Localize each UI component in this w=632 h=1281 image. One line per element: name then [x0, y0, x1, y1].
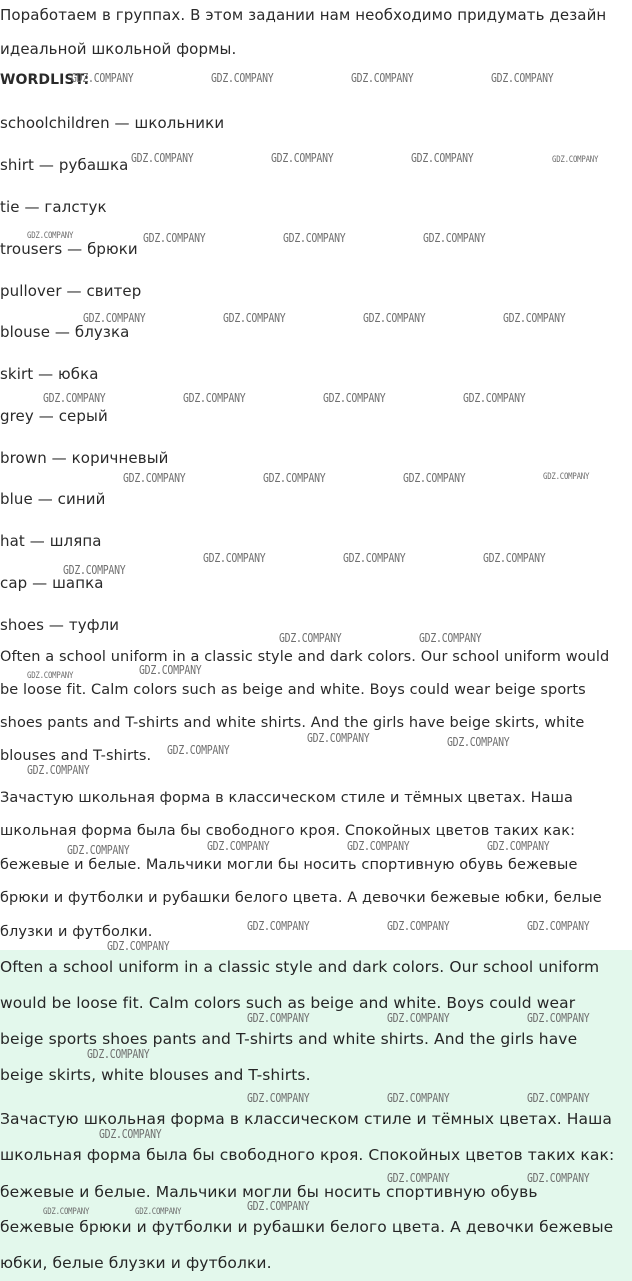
watermark: GDZ.COMPANY: [43, 1207, 90, 1217]
highlighted-answer-block: [0, 950, 632, 1281]
word-item: schoolchildren — школьники: [0, 114, 225, 132]
word-item: brown — коричневый: [0, 449, 169, 467]
word-item: trousers — брюки: [0, 240, 138, 258]
word-item: grey — серый: [0, 407, 108, 425]
english-text-line: be loose fit. Calm colors such as beige and white. Boys could wear beige sports: [0, 682, 586, 698]
intro-line: идеальной школьной формы.: [0, 40, 237, 58]
russian-text-line: блузки и футболки.: [0, 924, 153, 940]
english-text-line: blouses and T-shirts.: [0, 748, 152, 764]
watermark: GDZ.COMPANY: [363, 311, 426, 325]
answer-english-line: beige skirts, white blouses and T-shirts.: [0, 1066, 311, 1084]
english-text-line: Often a school uniform in a classic style and dark colors. Our school uniform would: [0, 649, 610, 665]
word-item: pullover — свитер: [0, 282, 142, 300]
watermark: GDZ.COMPANY: [411, 151, 474, 165]
watermark: GDZ.COMPANY: [487, 839, 550, 853]
watermark: GDZ.COMPANY: [43, 391, 106, 405]
watermark: GDZ.COMPANY: [67, 843, 130, 857]
watermark: GDZ.COMPANY: [223, 311, 286, 325]
watermark: GDZ.COMPANY: [27, 763, 90, 777]
watermark: GDZ.COMPANY: [387, 1091, 450, 1105]
watermark: GDZ.COMPANY: [71, 71, 134, 85]
watermark: GDZ.COMPANY: [279, 631, 342, 645]
answer-russian-line: бежевые брюки и футболки и рубашки белого цвета. А девочки бежевые: [0, 1218, 614, 1236]
watermark: GDZ.COMPANY: [552, 155, 599, 165]
english-text-line: shoes pants and T-shirts and white shirts. And the girls have beige skirts, white: [0, 715, 585, 731]
watermark: GDZ.COMPANY: [167, 743, 230, 757]
watermark: GDZ.COMPANY: [247, 1091, 310, 1105]
watermark: GDZ.COMPANY: [247, 919, 310, 933]
watermark: GDZ.COMPANY: [271, 151, 334, 165]
watermark: GDZ.COMPANY: [447, 735, 510, 749]
answer-english-line: Often a school uniform in a classic style and dark colors. Our school uniform: [0, 958, 600, 976]
watermark: GDZ.COMPANY: [263, 471, 326, 485]
answer-russian-line: юбки, белые блузки и футболки.: [0, 1254, 272, 1272]
watermark: GDZ.COMPANY: [347, 839, 410, 853]
intro-line: Поработаем в группах. В этом задании нам необходимо придумать дезайн: [0, 6, 607, 24]
watermark: GDZ.COMPANY: [491, 71, 554, 85]
answer-english-line: beige sports shoes pants and T-shirts and white shirts. And the girls have: [0, 1030, 578, 1048]
russian-text-line: школьная форма была бы свободного кроя. Спокойных цветов таких как:: [0, 823, 576, 839]
wordlist-label: WORDLIST:: [0, 72, 90, 88]
watermark: GDZ.COMPANY: [343, 551, 406, 565]
watermark: GDZ.COMPANY: [135, 1207, 182, 1217]
watermark: GDZ.COMPANY: [307, 731, 370, 745]
word-item: shoes — туфли: [0, 616, 120, 634]
russian-text-line: брюки и футболки и рубашки белого цвета. А девочки бежевые юбки, белые: [0, 890, 602, 906]
watermark: GDZ.COMPANY: [323, 391, 386, 405]
watermark: GDZ.COMPANY: [387, 919, 450, 933]
russian-text-line: Зачастую школьная форма в классическом стиле и тёмных цветах. Наша: [0, 790, 573, 806]
watermark: GDZ.COMPANY: [247, 1199, 310, 1213]
word-item: tie — галстук: [0, 198, 107, 216]
watermark: GDZ.COMPANY: [527, 1171, 590, 1185]
watermark: GDZ.COMPANY: [527, 919, 590, 933]
answer-russian-line: школьная форма была бы свободного кроя. Спокойных цветов таких как:: [0, 1146, 615, 1164]
answer-russian-line: Зачастую школьная форма в классическом стиле и тёмных цветах. Наша: [0, 1110, 612, 1128]
watermark: GDZ.COMPANY: [123, 471, 186, 485]
watermark: GDZ.COMPANY: [543, 472, 590, 482]
watermark: GDZ.COMPANY: [527, 1011, 590, 1025]
watermark: GDZ.COMPANY: [203, 551, 266, 565]
watermark: GDZ.COMPANY: [503, 311, 566, 325]
watermark: GDZ.COMPANY: [139, 663, 202, 677]
watermark: GDZ.COMPANY: [403, 471, 466, 485]
watermark: GDZ.COMPANY: [419, 631, 482, 645]
watermark: GDZ.COMPANY: [463, 391, 526, 405]
watermark: GDZ.COMPANY: [183, 391, 246, 405]
watermark: GDZ.COMPANY: [387, 1011, 450, 1025]
watermark: GDZ.COMPANY: [211, 71, 274, 85]
word-item: blue — синий: [0, 490, 106, 508]
answer-english-line: would be loose fit. Calm colors such as beige and white. Boys could wear: [0, 994, 576, 1012]
watermark: GDZ.COMPANY: [99, 1127, 162, 1141]
watermark: GDZ.COMPANY: [143, 231, 206, 245]
answer-russian-line: бежевые и белые. Мальчики могли бы носить спортивную обувь: [0, 1183, 538, 1201]
watermark: GDZ.COMPANY: [27, 231, 74, 241]
watermark: GDZ.COMPANY: [63, 563, 126, 577]
watermark: GDZ.COMPANY: [207, 839, 270, 853]
watermark: GDZ.COMPANY: [387, 1171, 450, 1185]
word-item: cap — шапка: [0, 574, 104, 592]
word-item: blouse — блузка: [0, 323, 130, 341]
watermark: GDZ.COMPANY: [87, 1047, 150, 1061]
watermark: GDZ.COMPANY: [283, 231, 346, 245]
watermark: GDZ.COMPANY: [351, 71, 414, 85]
watermark: GDZ.COMPANY: [247, 1011, 310, 1025]
word-item: hat — шляпа: [0, 532, 102, 550]
watermark: GDZ.COMPANY: [131, 151, 194, 165]
watermark: GDZ.COMPANY: [483, 551, 546, 565]
watermark: GDZ.COMPANY: [423, 231, 486, 245]
word-item: skirt — юбка: [0, 365, 99, 383]
watermark: GDZ.COMPANY: [107, 939, 170, 953]
word-item: shirt — рубашка: [0, 156, 129, 174]
russian-text-line: бежевые и белые. Мальчики могли бы носить спортивную обувь бежевые: [0, 857, 578, 873]
watermark: GDZ.COMPANY: [527, 1091, 590, 1105]
watermark: GDZ.COMPANY: [83, 311, 146, 325]
watermark: GDZ.COMPANY: [27, 671, 74, 681]
